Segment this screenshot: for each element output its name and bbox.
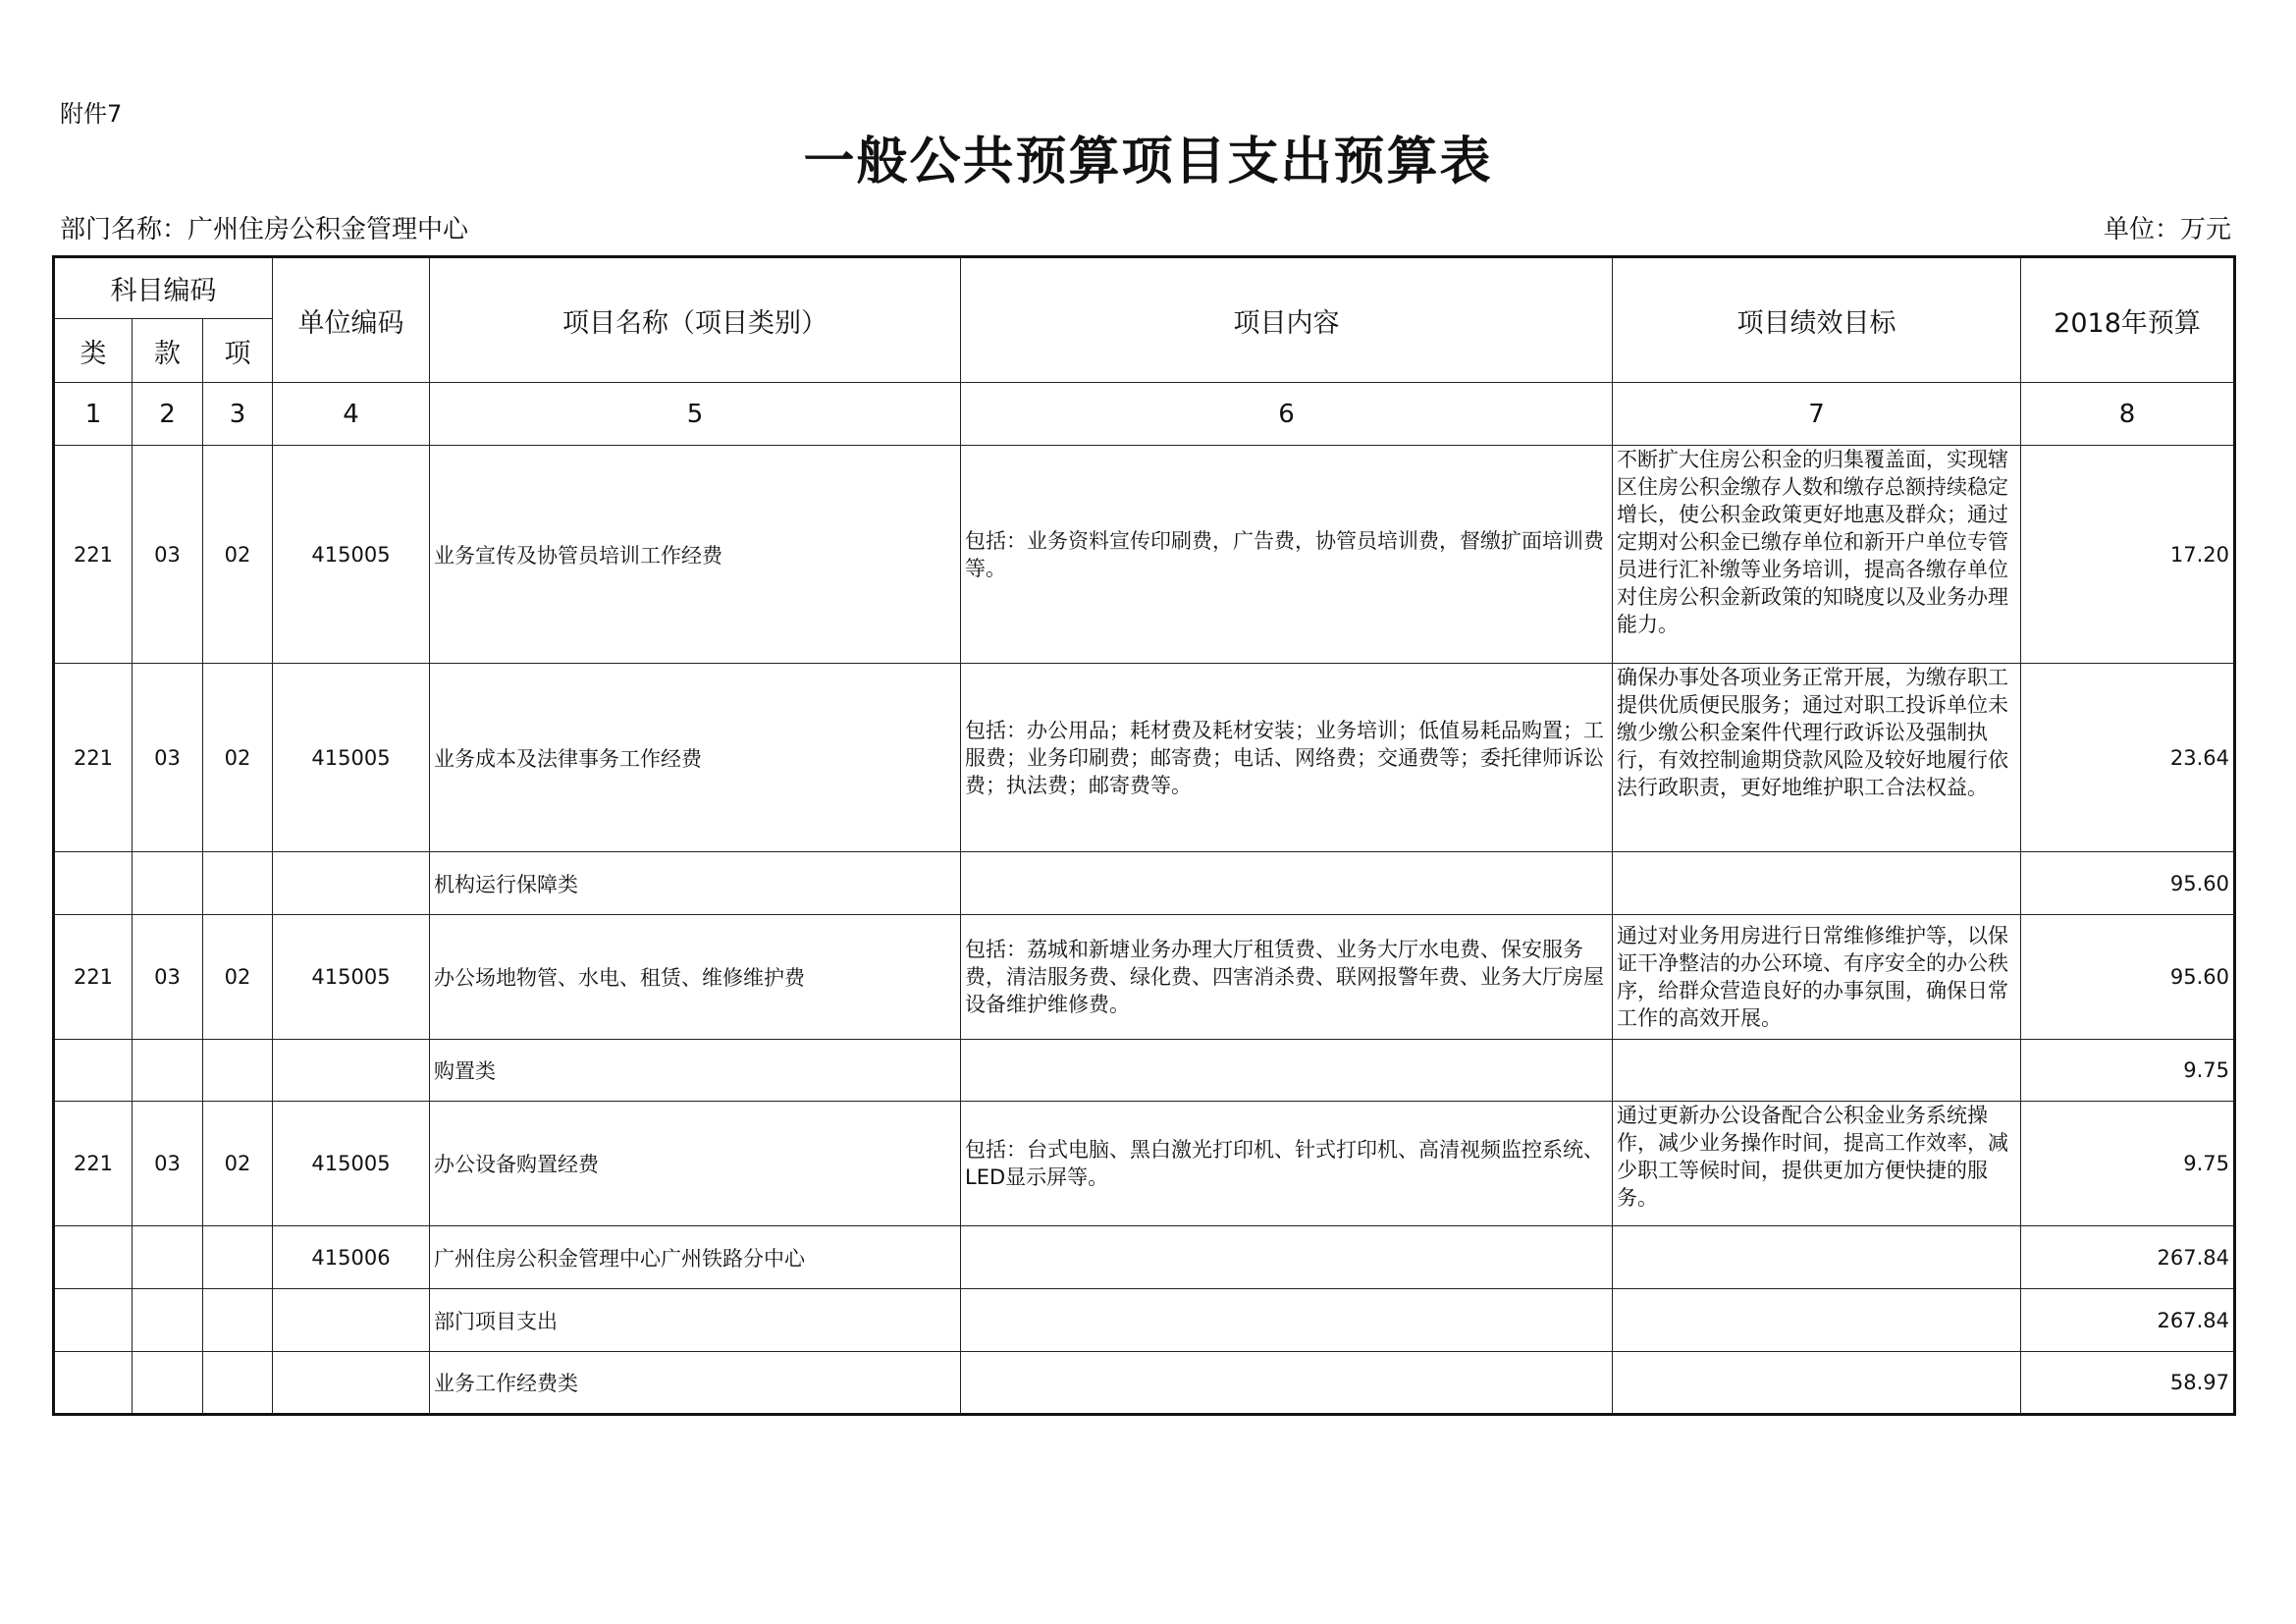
cell-kuan: 03 xyxy=(133,1102,203,1226)
cell-xiang: 02 xyxy=(203,446,273,664)
col-number: 2 xyxy=(133,383,203,446)
table-row xyxy=(54,915,2235,1040)
cell-project-content: 包括：台式电脑、黑白激光打印机、针式打印机、高清视频监控系统、LED显示屏等。 xyxy=(961,1102,1613,1226)
cell-amount: 267.84 xyxy=(2021,1226,2235,1289)
header-subject-code: 科目编码 xyxy=(54,257,273,319)
cell-category: 机构运行保障类 xyxy=(430,852,961,915)
table-row xyxy=(54,664,2235,852)
cell-project-name: 业务宣传及协管员培训工作经费 xyxy=(430,446,961,664)
cell-amount: 9.75 xyxy=(2021,1040,2235,1102)
cell-perf-target: 通过更新办公设备配合公积金业务系统操作，减少业务操作时间，提高工作效率，减少职工等候时间，提供更加方便快捷的服务。 xyxy=(1613,1102,2021,1226)
cell-perf-target: 确保办事处各项业务正常开展，为缴存职工提供优质便民服务；通过对职工投诉单位未缴少缴公积金案件代理行政诉讼及强制执行，有效控制逾期贷款风险及较好地履行依法行政职责，更好地维护职工合法权益。 xyxy=(1613,664,2021,852)
cell-xiang: 02 xyxy=(203,1102,273,1226)
header-kuan: 款 xyxy=(133,319,203,383)
cell-amount: 95.60 xyxy=(2021,852,2235,915)
header-perf-target: 项目绩效目标 xyxy=(1613,257,2021,383)
col-number: 5 xyxy=(430,383,961,446)
cell-amount: 58.97 xyxy=(2021,1352,2235,1415)
header-xiang: 项 xyxy=(203,319,273,383)
cell-amount: 9.75 xyxy=(2021,1102,2235,1226)
col-number: 4 xyxy=(273,383,430,446)
table-row xyxy=(54,1226,2235,1289)
cell-lei: 221 xyxy=(54,915,133,1040)
table-row xyxy=(54,1102,2235,1226)
cell-kuan: 03 xyxy=(133,664,203,852)
cell-amount: 95.60 xyxy=(2021,915,2235,1040)
cell-perf-target: 通过对业务用房进行日常维修维护等，以保证干净整洁的办公环境、有序安全的办公秩序，给群众营造良好的办事氛围，确保日常工作的高效开展。 xyxy=(1613,915,2021,1040)
cell-unit-code: 415006 xyxy=(273,1226,430,1289)
header-budget-2018: 2018年预算 xyxy=(2021,257,2235,383)
cell-lei: 221 xyxy=(54,1102,133,1226)
cell-amount: 23.64 xyxy=(2021,664,2235,852)
header-unit-code: 单位编码 xyxy=(273,257,430,383)
header-project-name: 项目名称（项目类别） xyxy=(430,257,961,383)
cell-kuan: 03 xyxy=(133,915,203,1040)
cell-project-content: 包括：办公用品；耗材费及耗材安装；业务培训；低值易耗品购置；工服费；业务印刷费；邮寄费；电话、网络费；交通费等；委托律师诉讼费；执法费；邮寄费等。 xyxy=(961,664,1613,852)
department-name: 部门名称：广州住房公积金管理中心 xyxy=(60,215,469,244)
budget-table xyxy=(52,255,2236,1416)
cell-category: 部门项目支出 xyxy=(430,1289,961,1352)
cell-kuan: 03 xyxy=(133,446,203,664)
cell-project-content: 包括：业务资料宣传印刷费，广告费，协管员培训费，督缴扩面培训费等。 xyxy=(961,446,1613,664)
col-number: 7 xyxy=(1613,383,2021,446)
cell-category: 业务工作经费类 xyxy=(430,1352,961,1415)
cell-perf-target: 不断扩大住房公积金的归集覆盖面，实现辖区住房公积金缴存人数和缴存总额持续稳定增长，使公积金政策更好地惠及群众；通过定期对公积金已缴存单位和新开户单位专管员进行汇补缴等业务培训，提高各缴存单位对住房公积金新政策的知晓度以及业务办理能力。 xyxy=(1613,446,2021,664)
cell-unit-code: 415005 xyxy=(273,915,430,1040)
col-number: 3 xyxy=(203,383,273,446)
col-number: 6 xyxy=(961,383,1613,446)
page-title: 一般公共预算项目支出预算表 xyxy=(803,133,1493,191)
cell-project-name: 业务成本及法律事务工作经费 xyxy=(430,664,961,852)
table-row xyxy=(54,1040,2235,1102)
cell-lei: 221 xyxy=(54,664,133,852)
cell-project-name: 办公场地物管、水电、租赁、维修维护费 xyxy=(430,915,961,1040)
table-row xyxy=(54,1352,2235,1415)
cell-xiang: 02 xyxy=(203,664,273,852)
cell-unit-code: 415005 xyxy=(273,1102,430,1226)
cell-project-content: 包括：荔城和新塘业务办理大厅租赁费、业务大厅水电费、保安服务费，清洁服务费、绿化费、四害消杀费、联网报警年费、业务大厅房屋设备维护维修费。 xyxy=(961,915,1613,1040)
header-project-content: 项目内容 xyxy=(961,257,1613,383)
annex-label: 附件7 xyxy=(60,100,123,128)
header-lei: 类 xyxy=(54,319,133,383)
unit-label: 单位：万元 xyxy=(2103,215,2231,244)
cell-lei: 221 xyxy=(54,446,133,664)
cell-unit-name: 广州住房公积金管理中心广州铁路分中心 xyxy=(430,1226,961,1289)
table-row xyxy=(54,446,2235,664)
table-row xyxy=(54,1289,2235,1352)
col-number: 1 xyxy=(54,383,133,446)
cell-category: 购置类 xyxy=(430,1040,961,1102)
cell-unit-code: 415005 xyxy=(273,664,430,852)
cell-amount: 267.84 xyxy=(2021,1289,2235,1352)
cell-xiang: 02 xyxy=(203,915,273,1040)
cell-unit-code: 415005 xyxy=(273,446,430,664)
cell-project-name: 办公设备购置经费 xyxy=(430,1102,961,1226)
col-number: 8 xyxy=(2021,383,2235,446)
table-row xyxy=(54,852,2235,915)
cell-amount: 17.20 xyxy=(2021,446,2235,664)
